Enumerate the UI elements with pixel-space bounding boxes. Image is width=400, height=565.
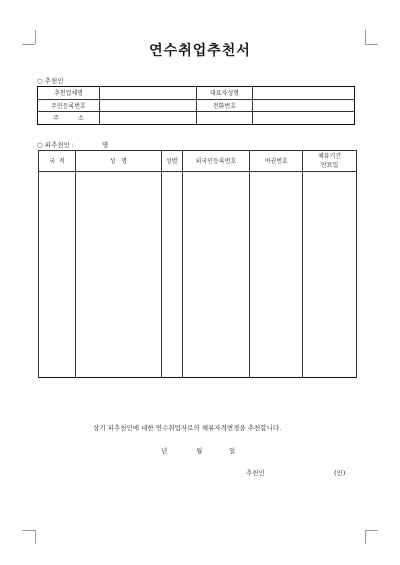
recommendation-statement: 상기 피추천인에 대한 연수취업자로의 체류자격변경을 추천합니다. [93, 424, 282, 432]
circle-bullet-icon: ○ [37, 77, 43, 85]
date-month-label: 월 [196, 447, 203, 455]
crop-mark-bottom-right-v [365, 530, 366, 544]
stay-expiry-header: 체류기간 만료일 [303, 151, 357, 172]
document-title: 연수취업추천서 [149, 43, 251, 59]
recommender-label-text: 추천인 [44, 77, 64, 85]
recommender-table [37, 86, 355, 125]
address-field-extra[interactable] [196, 112, 253, 125]
address-label: 주 소 [38, 112, 100, 125]
company-name-field[interactable] [99, 87, 196, 100]
name-cell[interactable] [75, 172, 161, 378]
recommendee-section-label [37, 140, 108, 149]
representative-name-field[interactable] [253, 87, 355, 100]
recommender-signature-label: 추천인 [246, 469, 265, 477]
crop-mark-bottom-right-h [365, 530, 378, 531]
representative-name-label: 대표자성명 [196, 87, 253, 100]
recommender-section-label [37, 76, 64, 85]
crop-mark-bottom-left-h [22, 530, 35, 531]
passport-number-header: 여권번호 [250, 151, 303, 172]
phone-number-label: 전화번호 [196, 99, 253, 112]
table-row [38, 87, 355, 100]
resident-number-field[interactable] [99, 99, 196, 112]
foreigner-registration-cell[interactable] [182, 172, 250, 378]
date-year-label: 년 [161, 447, 168, 455]
seal-label: (인) [334, 469, 346, 477]
gender-header: 성별 [161, 151, 182, 172]
resident-number-label: 주민등록번호 [38, 99, 100, 112]
date-day-label: 일 [229, 447, 236, 455]
company-name-label: 추천업체명 [38, 87, 100, 100]
foreigner-registration-header: 외국인등록번호 [182, 151, 250, 172]
table-header-row [39, 151, 357, 172]
recommendee-label-text: 피추천인 : [44, 141, 75, 149]
phone-number-field[interactable] [253, 99, 355, 112]
recommendee-table [38, 150, 357, 378]
table-row [39, 172, 357, 378]
address-field-extra-2[interactable] [253, 112, 355, 125]
crop-mark-bottom-left-v [35, 530, 36, 544]
address-field[interactable] [99, 112, 196, 125]
table-row [38, 112, 355, 125]
gender-cell[interactable] [161, 172, 182, 378]
nationality-cell[interactable] [39, 172, 76, 378]
nationality-header: 국 적 [39, 151, 76, 172]
circle-bullet-icon: ○ [37, 141, 43, 149]
name-header: 성 명 [75, 151, 161, 172]
stay-expiry-cell[interactable] [303, 172, 357, 378]
recommendee-count-unit: 명 [102, 141, 109, 149]
table-row [38, 99, 355, 112]
passport-number-cell[interactable] [250, 172, 303, 378]
